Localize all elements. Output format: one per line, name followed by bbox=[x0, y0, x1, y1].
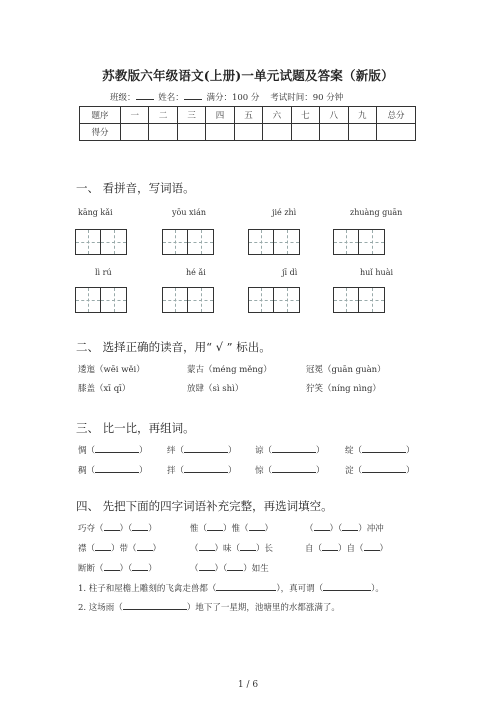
score-input-cell[interactable] bbox=[320, 124, 348, 141]
reading-choice[interactable]: 膝盖（xī qī） bbox=[78, 384, 131, 394]
pinyin-label: zhuàng guān bbox=[350, 208, 403, 217]
score-input-cell[interactable] bbox=[206, 124, 234, 141]
pinyin-label: hé ǎi bbox=[186, 268, 206, 277]
section-3-heading: 三、 比一比，再组词。 bbox=[76, 421, 195, 435]
name-blank[interactable] bbox=[184, 91, 202, 100]
idiom-item[interactable]: 襟（ ）带（ ） bbox=[78, 544, 162, 554]
page-title: 苏教版六年级语文(上册)一单元试题及答案（新版） bbox=[102, 68, 394, 83]
section-2-heading: 二、 选择正确的读音，用“ √ ” 标出。 bbox=[76, 340, 271, 354]
idiom-item[interactable]: （ ）味（ ）长 bbox=[190, 544, 274, 554]
writing-grid[interactable] bbox=[248, 229, 300, 255]
table-cell: 题序 bbox=[80, 107, 121, 124]
compare-item[interactable]: 稠（ ） bbox=[78, 466, 148, 476]
compare-item[interactable]: 拌（ ） bbox=[167, 466, 237, 476]
score-input-cell[interactable] bbox=[234, 124, 262, 141]
table-cell: 九 bbox=[348, 107, 377, 124]
idiom-item[interactable]: 巧夺（ ）（ ） bbox=[78, 524, 157, 534]
compare-item[interactable]: 惆（ ） bbox=[78, 446, 148, 456]
class-label: 班级： bbox=[110, 93, 136, 103]
score-table-score-row bbox=[80, 124, 416, 141]
name-label: 姓名： bbox=[158, 93, 184, 103]
fill-sentence-2[interactable]: 2. 这场雨（ ）地下了一星期，池塘里的水都涨满了。 bbox=[78, 603, 340, 613]
reading-choice[interactable]: 狞笑（níng nìng） bbox=[306, 384, 381, 394]
score-input-cell[interactable] bbox=[121, 124, 149, 141]
writing-grid[interactable] bbox=[75, 287, 127, 313]
score-input-cell[interactable] bbox=[348, 124, 377, 141]
class-blank[interactable] bbox=[136, 91, 154, 100]
writing-grid[interactable] bbox=[162, 229, 214, 255]
table-cell: 五 bbox=[234, 107, 262, 124]
table-cell: 得分 bbox=[80, 124, 121, 141]
table-cell: 四 bbox=[206, 107, 234, 124]
score-label: 满分：100 分 bbox=[206, 93, 260, 103]
score-table-header-row bbox=[80, 107, 416, 124]
pinyin-label: huǐ huài bbox=[360, 268, 394, 277]
table-cell: 六 bbox=[263, 107, 291, 124]
table-cell: 二 bbox=[149, 107, 177, 124]
writing-grid[interactable] bbox=[162, 287, 214, 313]
score-input-cell[interactable] bbox=[377, 124, 416, 141]
compare-item[interactable]: 绊（ ） bbox=[167, 446, 237, 456]
writing-grid[interactable] bbox=[333, 229, 385, 255]
reading-choice[interactable]: 放肆（sì shì） bbox=[187, 384, 244, 394]
table-cell: 一 bbox=[121, 107, 149, 124]
idiom-item[interactable]: 断断（ ）（ ） bbox=[78, 564, 157, 574]
table-cell: 三 bbox=[177, 107, 205, 124]
score-input-cell[interactable] bbox=[291, 124, 319, 141]
reading-choice[interactable]: 逶迤（wēi wěi） bbox=[78, 365, 145, 375]
section-4-heading: 四、 先把下面的四字词语补充完整，再选词填空。 bbox=[76, 499, 333, 513]
pinyin-label: jié zhì bbox=[272, 208, 297, 217]
score-input-cell[interactable] bbox=[149, 124, 177, 141]
score-table bbox=[79, 106, 416, 141]
reading-choice[interactable]: 冠冕（guān guàn） bbox=[306, 365, 386, 375]
compare-item[interactable]: 绽（ ） bbox=[345, 446, 415, 456]
reading-choice[interactable]: 蒙古（méng měng） bbox=[187, 365, 272, 375]
pinyin-label: yōu xián bbox=[172, 208, 207, 217]
score-input-cell[interactable] bbox=[177, 124, 205, 141]
idiom-item[interactable]: 惟（ ）惟（ ） bbox=[190, 524, 274, 534]
table-cell: 总分 bbox=[377, 107, 416, 124]
section-1-heading: 一、 看拼音，写词语。 bbox=[76, 181, 195, 195]
pinyin-label: jī dì bbox=[282, 268, 298, 277]
meta-line bbox=[110, 91, 343, 103]
writing-grid[interactable] bbox=[333, 287, 385, 313]
writing-grid[interactable] bbox=[248, 287, 300, 313]
pinyin-label: lì rú bbox=[95, 268, 112, 277]
compare-item[interactable]: 谅（ ） bbox=[255, 446, 325, 456]
table-cell: 八 bbox=[320, 107, 348, 124]
fill-sentence-1[interactable]: 1. 柱子和屋檐上雕刻的飞禽走兽都（ ），真可谓（ ）。 bbox=[78, 584, 384, 594]
score-input-cell[interactable] bbox=[263, 124, 291, 141]
time-label: 考试时间：90 分钟 bbox=[270, 93, 344, 103]
idiom-item[interactable]: （ ）（ ）冲冲 bbox=[305, 524, 384, 534]
writing-grid[interactable] bbox=[75, 229, 127, 255]
compare-item[interactable]: 惊（ ） bbox=[255, 466, 325, 476]
pinyin-label: kāng kǎi bbox=[78, 208, 113, 217]
table-cell: 七 bbox=[291, 107, 319, 124]
idiom-item[interactable]: （ ）（ ）如生 bbox=[190, 564, 269, 574]
idiom-item[interactable]: 自（ ）自（ ） bbox=[305, 544, 389, 554]
compare-item[interactable]: 淀（ ） bbox=[345, 466, 415, 476]
page-number: 1 / 6 bbox=[237, 680, 259, 690]
